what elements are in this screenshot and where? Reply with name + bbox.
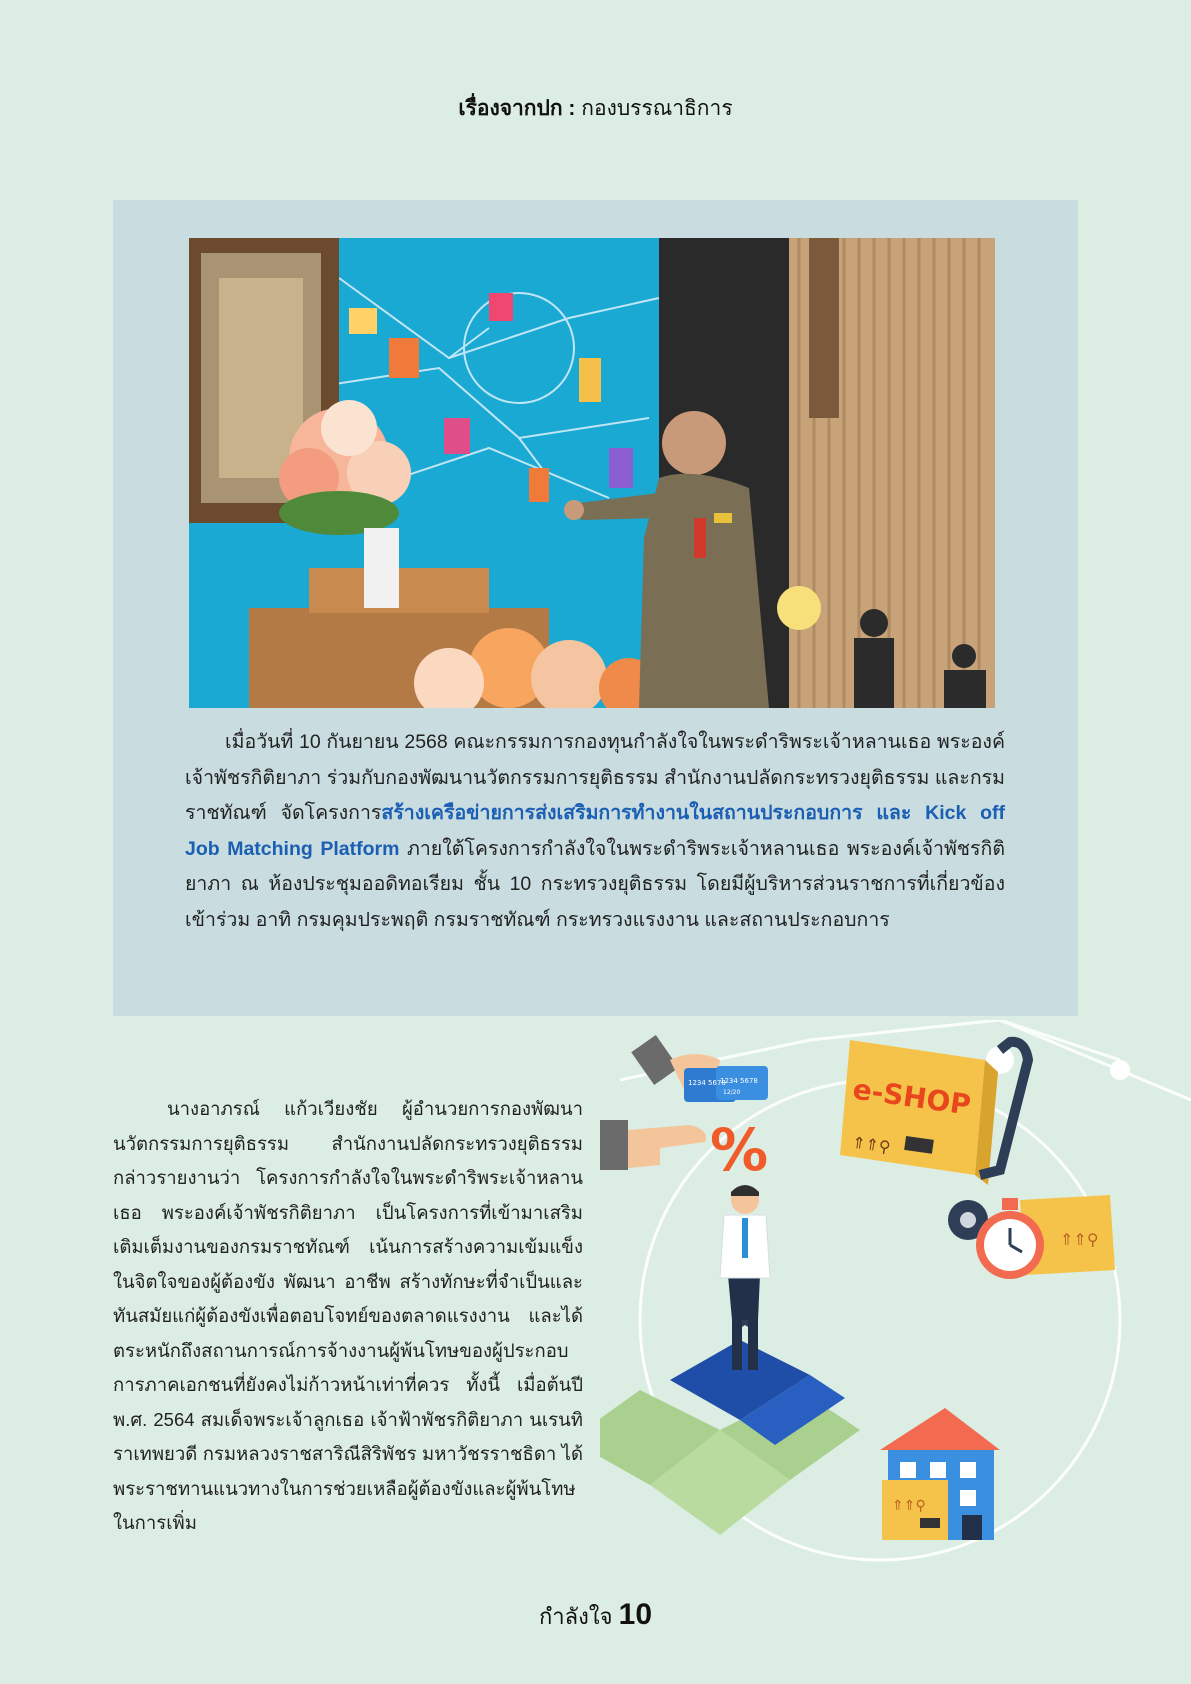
caption-text-after: ภายใต้โครงการกำลังใจในพระดำริพระเจ้าหลานเธอ พระองค์เจ้าพัชรกิติยาภา ณ ห้องประชุมออดิทอเรียม ชั้น 10 กระทรวงยุติธรรม โดยมีผู้บริหารส่วนราชการที่เกี่ยวข้องเข้าร่วม อาทิ กรมคุมประพฤติ กรมราชทัณฑ์ กระทรวงแรงงาน และสถานประกอบการ	[185, 837, 1005, 931]
stopwatch-box-mark: ⇑⇑⚲	[1060, 1230, 1099, 1249]
header-section: เรื่องจากปก	[458, 97, 563, 120]
card-number-label-2: 1234 5678	[720, 1077, 758, 1085]
eshop-box-mark: ⇑⇑⚲	[850, 1132, 892, 1157]
building-icon	[880, 1408, 1000, 1540]
article-paragraph-text: นางอาภรณ์ แก้วเวียงชัย ผู้อำนวยการกองพัฒนานวัตกรรมการยุติธรรม สำนักงานปลัดกระทรวงยุติธรรม กล่าวรายงานว่า โครงการกำลังใจในพระดำริพระเจ้าหลานเธอ พระองค์เจ้าพัชรกิติยาภา เป็นโครงการที่เข้ามาเสริมเติมเต็มงานของกรมราชทัณฑ์ เน้นการสร้างความเข้มแข็งในจิตใจของผู้ต้องขัง พัฒนา อาชีพ สร้างทักษะที่จำเป็นและทันสมัยแก่ผู้ต้องขังเพื่อตอบโจทย์ของตลาดแรงงาน และได้ตระหนักถึงสถานการณ์การจ้างงานผู้พ้นโทษของผู้ประกอบการภาคเอกชนที่ยังคงไม่ก้าวหน้าเท่าที่ควร ทั้งนี้ เมื่อต้นปี พ.ศ. 2564 สมเด็จพระเจ้าลูกเธอ เจ้าฟ้าพัชรกิติยาภา นเรนทิราเทพยวดี กรมหลวงราชสาริณีสิริพัชร มหาวัชรราชธิดา ได้พระราชทานแนวทางในการช่วยเหลือผู้ต้องขังและผู้พ้นโทษในการเพิ่ม	[113, 1098, 583, 1533]
card-date-label: 12/20	[723, 1089, 741, 1096]
page-number: 10	[618, 1598, 653, 1631]
eshop-label: e-SHOP	[850, 1072, 973, 1122]
stopwatch-icon	[976, 1195, 1115, 1279]
header-author: กองบรรณาธิการ	[581, 97, 733, 120]
job-matching-illustration	[600, 1020, 1191, 1580]
feature-box	[113, 200, 1078, 1016]
building-box-mark: ⇑⇑⚲	[892, 1498, 926, 1514]
caption-highlight: สร้างเครือข่ายการส่งเสริมการทำงานในสถานประกอบการ และ Kick off Job Matching Platform	[185, 802, 1005, 860]
magazine-name: กำลังใจ	[538, 1604, 613, 1629]
percent-label: %	[710, 1116, 769, 1184]
event-photo-drawing	[189, 238, 995, 708]
article-paragraph	[113, 1092, 583, 1541]
page-header	[0, 92, 1191, 125]
card-number-label: 1234 5678	[688, 1079, 726, 1087]
event-photo	[189, 238, 995, 708]
payment-hand-icon	[600, 1035, 768, 1184]
photo-caption	[185, 725, 1005, 938]
page-footer	[0, 1598, 1191, 1634]
puzzle-man-icon	[600, 1185, 860, 1535]
header-separator: :	[562, 97, 582, 120]
caption-text-before: เมื่อวันที่ 10 กันยายน 2568 คณะกรรมการกองทุนกำลังใจในพระดำริพระเจ้าหลานเธอ พระองค์เจ้าพัชรกิติยาภา ร่วมกับกองพัฒนานวัตกรรมการยุติธรรม สำนักงานปลัดกระทรวงยุติธรรม และกรมราชทัณฑ์ จัดโครงการ	[185, 731, 1005, 824]
